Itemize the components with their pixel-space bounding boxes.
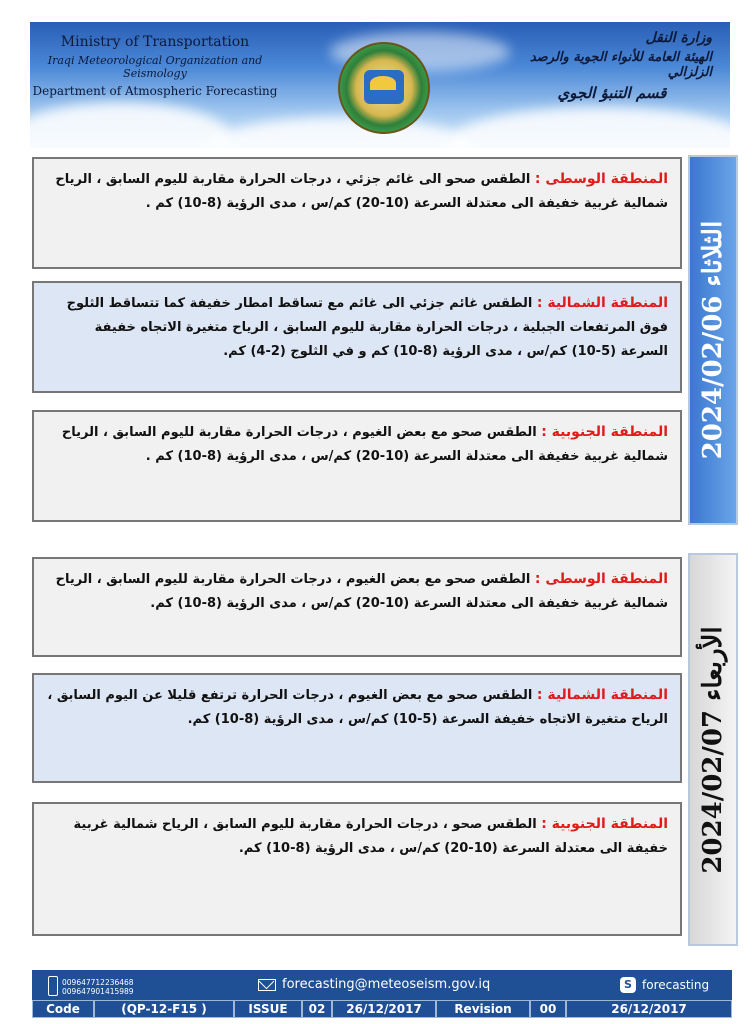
forecast-box-south-day2: [32, 802, 682, 936]
region-label: المنطقة الوسطى :: [534, 171, 668, 187]
revision-number: 00: [530, 1000, 566, 1018]
day-label: الثلاثاء 2024/02/06: [698, 220, 728, 460]
forecast-text: الطقس غائم جزئي الى غائم مع تساقط امطار خفيفة كما تتساقط الثلوج فوق المرتفعات الجبلية ، درجات الحرارة مقاربة لليوم السابق ، الرياح متغيرة الاتجاه خفيفة السرعة (5-10) كم/س ، مدى الرؤية (8-10) كم و في الثلوج (2-4) كم.: [66, 296, 668, 359]
header-arabic: [492, 30, 712, 102]
department-name-en: Department of Atmospheric Forecasting: [32, 84, 278, 98]
region-label: المنطقة الجنوبية :: [541, 816, 668, 832]
revision-label: Revision: [436, 1000, 530, 1018]
code-label: Code: [32, 1000, 94, 1018]
day-label: الأربعاء 2024/02/07: [698, 625, 728, 874]
issue-date: 26/12/2017: [332, 1000, 436, 1018]
forecast-box-north-day2: [32, 673, 682, 783]
ministry-name-en: Ministry of Transportation: [60, 34, 250, 50]
forecast-box-north-day1: [32, 281, 682, 393]
email-address: forecasting@meteoseism.gov.iq: [282, 977, 491, 992]
day-bar-wednesday: [688, 553, 738, 946]
region-label: المنطقة الشمالية :: [536, 687, 668, 703]
organization-name-en: Iraqi Meteorological Organization and Seismology: [47, 54, 263, 80]
code-value: (QP-12-F15 ): [94, 1000, 234, 1018]
forecast-text: الطقس صحو ، درجات الحرارة مقاربة لليوم السابق ، الرياح شمالية غربية خفيفة الى معتدلة السرعة (10-20) كم/س ، مدى الرؤية (8-10) كم.: [73, 817, 668, 856]
document-code-bar: [32, 1000, 732, 1018]
revision-date: 26/12/2017: [566, 1000, 732, 1018]
issue-label: ISSUE: [234, 1000, 302, 1018]
phone-number-2: 009647901415989: [62, 987, 134, 996]
forecast-text: الطقس صحو مع بعض الغيوم ، درجات الحرارة مقاربة لليوم السابق ، الرياح شمالية غربية خفيفة الى معتدلة السرعة (10-20) كم/س ، مدى الرؤية (8-10) كم.: [55, 572, 668, 611]
forecast-box-south-day1: [32, 410, 682, 522]
skype-icon: S: [620, 977, 636, 993]
region-label: المنطقة الجنوبية :: [541, 424, 668, 440]
header-banner: [30, 22, 730, 148]
region-label: المنطقة الشمالية :: [536, 295, 668, 311]
phone-number-1: 009647712236468: [62, 978, 134, 987]
organization-logo-icon: [338, 42, 430, 134]
header-english: [30, 34, 280, 98]
phone-numbers: [62, 978, 134, 996]
skype-handle: forecasting: [642, 978, 710, 992]
mail-icon: [258, 979, 276, 991]
contact-footer: [32, 970, 732, 1000]
region-label: المنطقة الوسطى :: [534, 571, 668, 587]
forecast-text: الطقس صحو مع بعض الغيوم ، درجات الحرارة ترتفع قليلا عن اليوم السابق ، الرياح متغيرة الاتجاه خفيفة السرعة (5-10) كم/س ، مدى الرؤية (8-10) كم.: [47, 688, 668, 727]
day-bar-tuesday: [688, 155, 738, 525]
ministry-name-ar: وزارة النقل: [645, 30, 712, 46]
organization-name-ar: الهيئة العامة للأنواء الجوية والرصد الزلزالي: [529, 50, 712, 80]
issue-number: 02: [302, 1000, 332, 1018]
department-name-ar: قسم التنبؤ الجوي: [557, 84, 667, 102]
forecast-box-central-day1: [32, 157, 682, 269]
forecast-box-central-day2: [32, 557, 682, 657]
phone-icon: [48, 976, 58, 996]
forecast-text: الطقس صحو مع بعض الغيوم ، درجات الحرارة مقاربة لليوم السابق ، الرياح شمالية غربية خفيفة الى معتدلة السرعة (10-20) كم/س ، مدى الرؤية (8-10) كم .: [61, 425, 668, 464]
forecast-text: الطقس صحو الى غائم جزئي ، درجات الحرارة مقاربة لليوم السابق ، الرياح شمالية غربية خفيفة الى معتدلة السرعة (10-20) كم/س ، مدى الرؤية (8-10) كم .: [55, 172, 668, 211]
